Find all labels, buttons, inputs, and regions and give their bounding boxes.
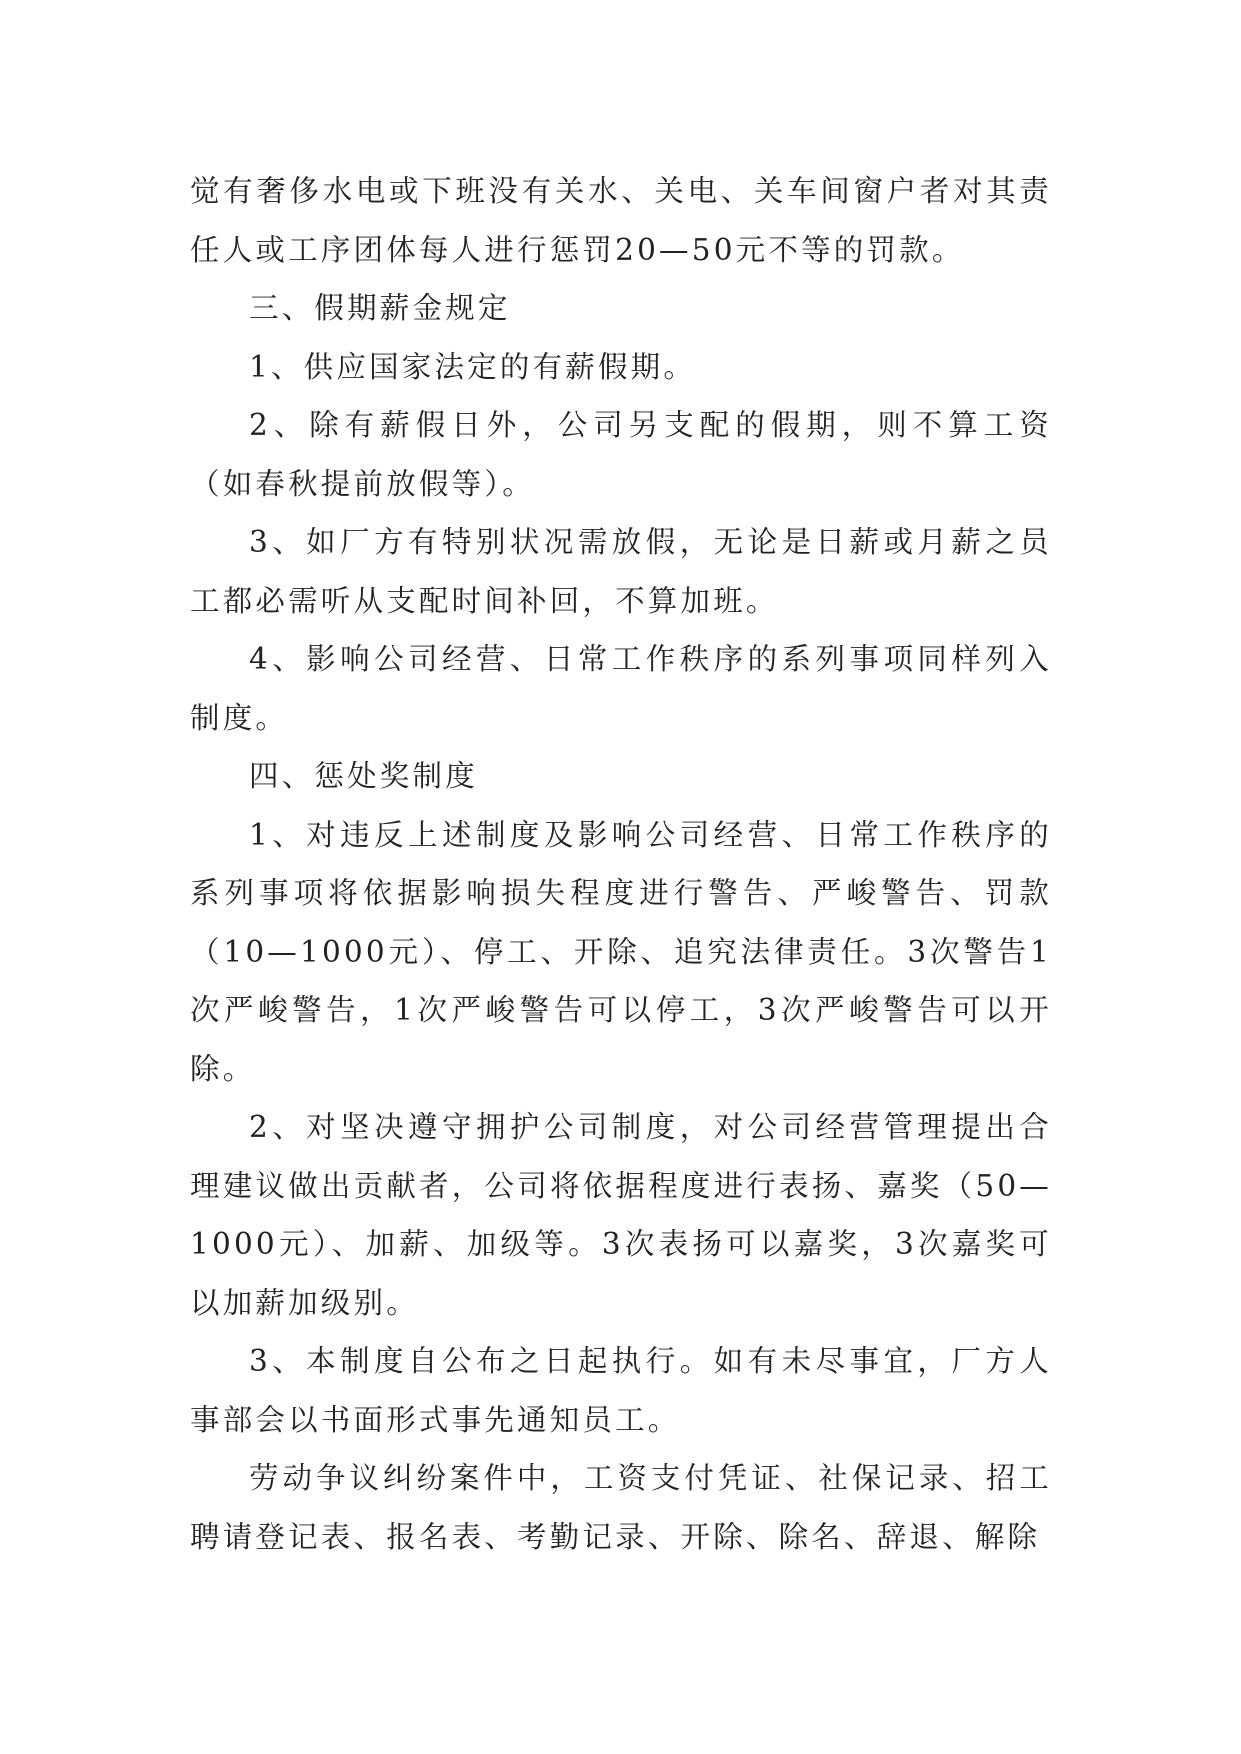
section-heading-reward-punishment: 四、惩处奖制度 [249,759,478,793]
paragraph-continuation: 觉有奢侈水电或下班没有关水、关电、关车间窗户者对其责任人或工序团体每人进行惩罚20—50元不等的罚款。 [190,174,1052,267]
paragraph-item-2: 2、除有薪假日外，公司另支配的假期，则不算工资（如春秋提前放假等）。 [190,408,1052,501]
document-body [190,162,1052,1566]
section-heading-holiday-pay: 三、假期薪金规定 [249,291,511,325]
paragraph-item-1: 1、供应国家法定的有薪假期。 [249,349,697,384]
paragraph-item-4: 4、影响公司经营、日常工作秩序的系列事项同样列入制度。 [190,642,1052,735]
paragraph-item-1: 1、对违反上述制度及影响公司经营、日常工作秩序的系列事项将依据影响损失程度进行警告、严峻警告、罚款（10—1000元）、停工、开除、追究法律责任。3次警告1次严峻警告，1次严峻警告可以停工，3次严峻警告可以开除。 [190,817,1052,1086]
paragraph-item-3: 3、如厂方有特别状况需放假，无论是日薪或月薪之员工都必需听从支配时间补回，不算加班。 [190,525,1052,618]
paragraph-labor-dispute: 劳动争议纠纷案件中，工资支付凭证、社保记录、招工聘请登记表、报名表、考勤记录、开除、除名、辞退、解除 [190,1461,1052,1554]
paragraph-item-3: 3、本制度自公布之日起执行。如有未尽事宜，厂方人事部会以书面形式事先通知员工。 [190,1344,1052,1437]
paragraph-item-2: 2、对坚决遵守拥护公司制度，对公司经营管理提出合理建议做出贡献者，公司将依据程度进行表扬、嘉奖（50—1000元）、加薪、加级等。3次表扬可以嘉奖，3次嘉奖可以加薪加级别。 [190,1110,1052,1320]
